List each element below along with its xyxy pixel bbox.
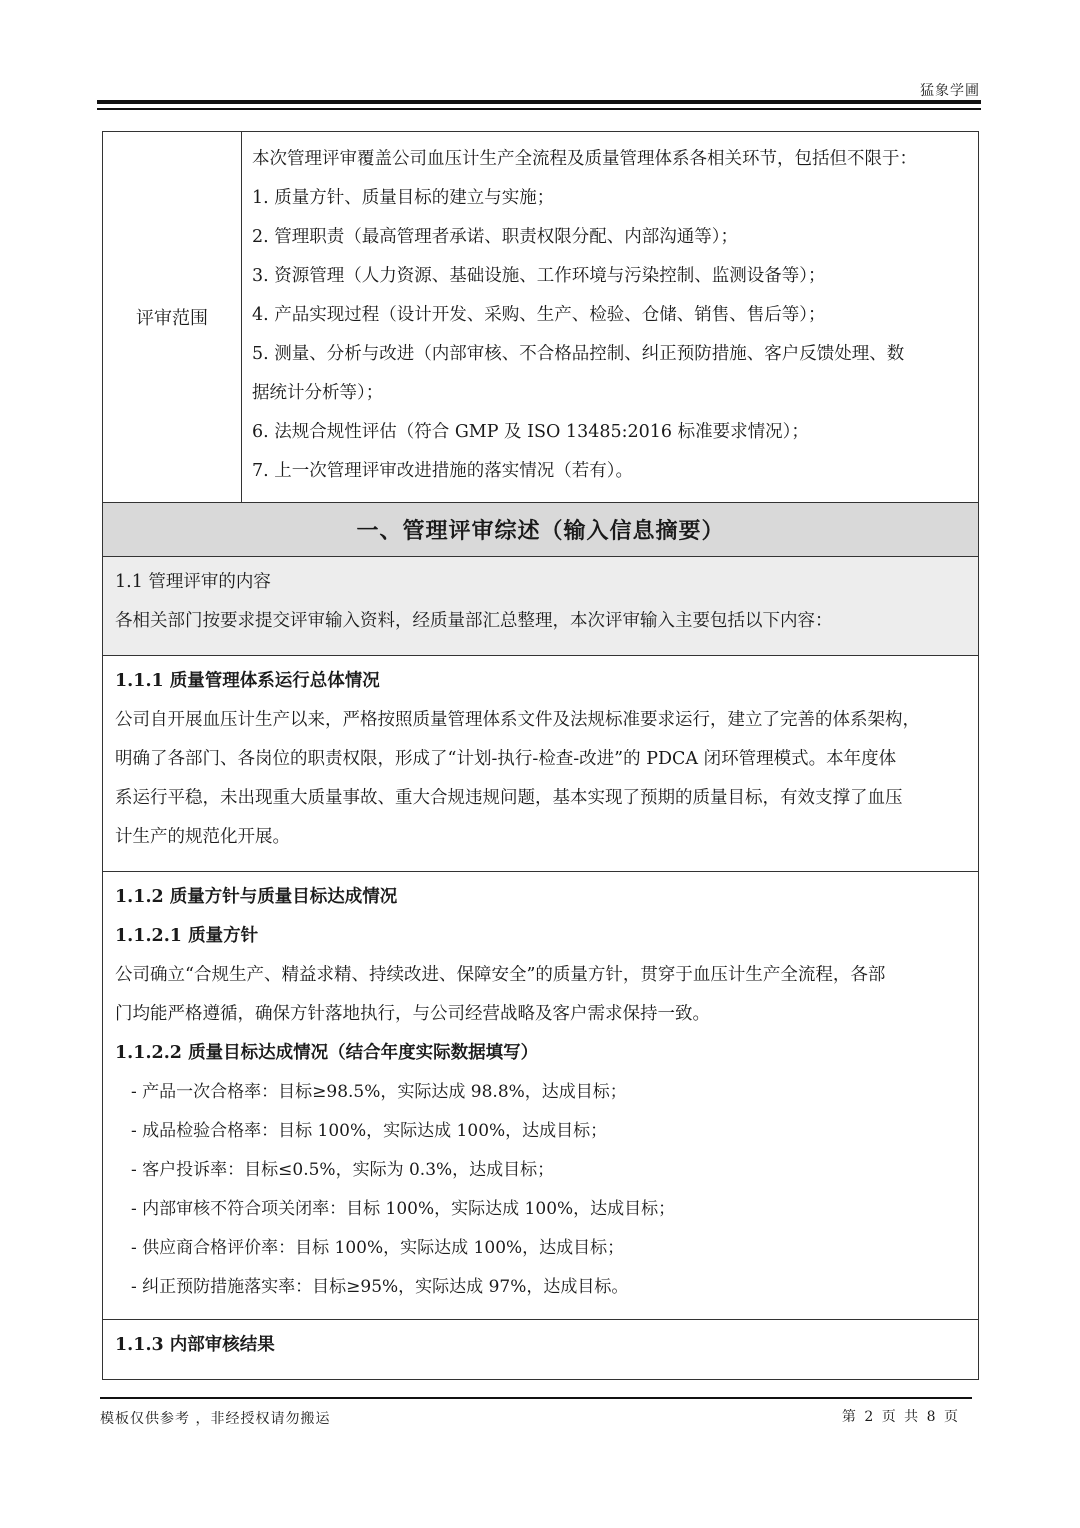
policy-line: 门均能严格遵循，确保方针落地执行，与公司经营战略及客户需求保持一致。: [115, 1004, 710, 1024]
header-rule-thick: [97, 100, 981, 104]
s1-1-heading: 1.1 管理评审的内容: [115, 572, 271, 592]
scope-row: [103, 132, 979, 503]
footer-disclaimer: 模板仅供参考 ，非经授权请勿搬运: [100, 1411, 331, 1427]
scope-label: 评审范围: [103, 132, 242, 503]
header-rule-thin: [97, 108, 981, 110]
review-report-table: [102, 131, 979, 1380]
target-item: - 内部审核不符合项关闭率：目标 100%，实际达成 100%，达成目标；: [131, 1199, 676, 1219]
scope-content: [242, 132, 979, 503]
s1-1-1-row: [103, 656, 979, 872]
quality-targets-heading: 1.1.2.2 质量目标达成情况（结合年度实际数据填写）: [115, 1043, 539, 1063]
scope-intro: 本次管理评审覆盖公司血压计生产全流程及质量管理体系各相关环节，包括但不限于：: [252, 149, 917, 169]
s1-1-1-heading: 1.1.1 质量管理体系运行总体情况: [115, 671, 380, 691]
footer-rule: [100, 1397, 972, 1399]
target-item: - 供应商合格评价率：目标 100%，实际达成 100%，达成目标；: [131, 1238, 625, 1258]
target-item: - 产品一次合格率：目标≥98.5%，实际达成 98.8%，达成目标；: [131, 1082, 627, 1102]
s1-1-text: 各相关部门按要求提交评审输入资料，经质量部汇总整理，本次评审输入主要包括以下内容：: [115, 611, 833, 631]
target-item: - 纠正预防措施落实率：目标≥95%，实际达成 97%，达成目标。: [131, 1277, 629, 1297]
section-title-row: [103, 503, 979, 557]
paragraph-line: 公司自开展血压计生产以来，严格按照质量管理体系文件及法规标准要求运行，建立了完善的体系架构，: [115, 710, 920, 730]
target-item: - 客户投诉率：目标≤0.5%，实际为 0.3%，达成目标；: [131, 1160, 555, 1180]
s1-1-3-heading: 1.1.3 内部审核结果: [115, 1335, 275, 1355]
header-brand: 猛象学圃: [920, 83, 980, 99]
policy-line: 公司确立“合规生产、精益求精、持续改进、保障安全”的质量方针，贯穿于血压计生产全流程，各部: [115, 965, 886, 985]
s1-1-row: [103, 557, 979, 656]
scope-item: 1. 质量方针、质量目标的建立与实施；: [252, 188, 555, 208]
s1-1-2-heading: 1.1.2 质量方针与质量目标达成情况: [115, 887, 398, 907]
s1-1-2-row: [103, 872, 979, 1320]
scope-item: 6. 法规合规性评估（符合 GMP 及 ISO 13485:2016 标准要求情况）；: [252, 422, 809, 442]
scope-item: 5. 测量、分析与改进（内部审核、不合格品控制、纠正预防措施、客户反馈处理、数: [252, 344, 905, 364]
scope-item: 7. 上一次管理评审改进措施的落实情况（若有）。: [252, 461, 634, 481]
section-title: 一、管理评审综述（输入信息摘要）: [103, 503, 979, 557]
s1-1-3-cell: [103, 1320, 979, 1380]
scope-item: 3. 资源管理（人力资源、基础设施、工作环境与污染控制、监测设备等）；: [252, 266, 826, 286]
s1-1-3-row: [103, 1320, 979, 1380]
paragraph-line: 系运行平稳，未出现重大质量事故、重大合规违规问题，基本实现了预期的质量目标，有效支撑了血压: [115, 788, 903, 808]
page-number: 第 2 页 共 8 页: [841, 1409, 960, 1425]
paragraph-line: 明确了各部门、各岗位的职责权限，形成了“计划-执行-检查-改进”的 PDCA 闭环管理模式。本年度体: [115, 749, 897, 769]
target-item: - 成品检验合格率：目标 100%，实际达成 100%，达成目标；: [131, 1121, 608, 1141]
quality-policy-heading: 1.1.2.1 质量方针: [115, 926, 259, 946]
s1-1-1-cell: [103, 656, 979, 872]
scope-item: 2. 管理职责（最高管理者承诺、职责权限分配、内部沟通等）；: [252, 227, 739, 247]
scope-item: 4. 产品实现过程（设计开发、采购、生产、检验、仓储、销售、售后等）；: [252, 305, 826, 325]
s1-1-2-cell: [103, 872, 979, 1320]
paragraph-line: 计生产的规范化开展。: [115, 827, 290, 847]
s1-1-cell: [103, 557, 979, 656]
scope-item: 据统计分析等）；: [252, 383, 384, 403]
